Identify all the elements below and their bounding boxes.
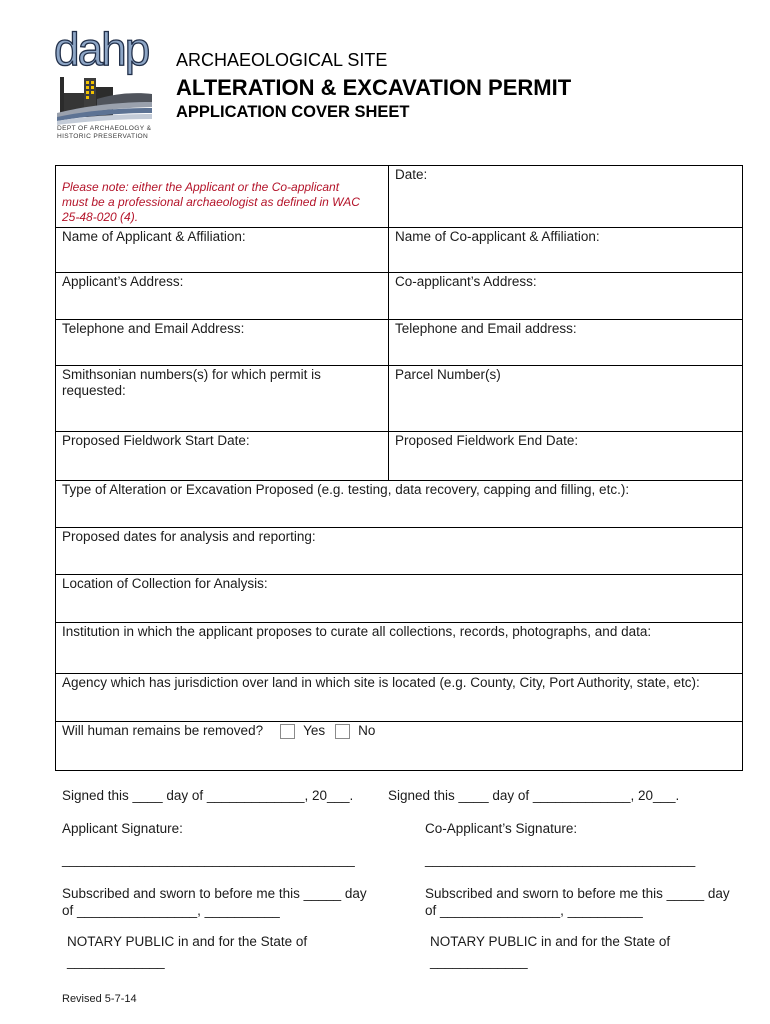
coapplicant-signature-line[interactable]: ____________________________________ (425, 852, 696, 867)
coapplicant-contact-label: Telephone and Email address: (395, 321, 577, 336)
fieldwork-end-date-label: Proposed Fieldwork End Date: (395, 433, 579, 448)
field-fieldwork-start-date[interactable] (56, 432, 389, 480)
form-row-jurisdiction-agency (56, 674, 742, 722)
field-applicant-address[interactable] (56, 273, 389, 319)
field-curation-institution[interactable] (56, 623, 742, 673)
note-line: must be a professional archaeologist as defined in WAC (62, 195, 360, 209)
field-collection-location[interactable] (56, 575, 742, 622)
logo-skyline-graphic (57, 75, 152, 125)
applicant-signed-date-line[interactable]: Signed this ____ day of _____________, 20___. (62, 788, 354, 803)
field-date[interactable] (389, 166, 742, 227)
coapplicant-signature-label: Co-Applicant’s Signature: (425, 821, 578, 836)
coapplicant-notary-state-line[interactable]: _____________ (430, 954, 528, 969)
field-jurisdiction-agency[interactable] (56, 674, 742, 721)
field-fieldwork-end-date[interactable] (389, 432, 742, 480)
form-row-collection-location (56, 575, 742, 623)
analysis-dates-label: Proposed dates for analysis and reporting: (62, 529, 316, 544)
coapplicant-signed-date-line[interactable]: Signed this ____ day of _____________, 20___. (388, 788, 680, 803)
note-line: 25-48-020 (4). (62, 210, 139, 224)
page-title-line2: ALTERATION & EXCAVATION PERMIT (176, 75, 572, 100)
human-remains-yes-label: Yes (303, 723, 326, 738)
field-coapplicant-contact[interactable] (389, 320, 742, 365)
field-applicant-name[interactable] (56, 228, 389, 272)
logo-org-name-line1: DEPT OF ARCHAEOLOGY & (57, 125, 152, 132)
human-remains-question-group (62, 723, 736, 739)
sworn-line[interactable]: of ________________, __________ (425, 903, 643, 918)
date-label: Date: (395, 167, 428, 182)
smithsonian-numbers-label: Smithsonian numbers(s) for which permit is requested: (62, 367, 321, 398)
form-row-curation-institution (56, 623, 742, 674)
fieldwork-start-date-label: Proposed Fieldwork Start Date: (62, 433, 250, 448)
page-title-line1: ARCHAEOLOGICAL SITE (176, 50, 388, 70)
applicant-name-label: Name of Applicant & Affiliation: (62, 229, 246, 244)
field-analysis-dates[interactable] (56, 528, 742, 574)
coapplicant-sworn-statement (425, 885, 730, 919)
sworn-line: Subscribed and sworn to before me this _____ day (425, 886, 730, 901)
sworn-line: Subscribed and sworn to before me this _____ day (62, 886, 367, 901)
application-form-table (55, 165, 743, 771)
alteration-type-label: Type of Alteration or Excavation Proposed (e.g. testing, data recovery, capping and filling, etc.): (62, 482, 630, 497)
form-row-contacts (56, 320, 742, 366)
form-row-human-remains (56, 722, 742, 770)
field-coapplicant-name[interactable] (389, 228, 742, 272)
form-row-note-date (56, 166, 742, 228)
field-parcel-numbers[interactable] (389, 366, 742, 431)
logo-org-name-line2: HISTORIC PRESERVATION (57, 133, 149, 140)
form-row-names (56, 228, 742, 273)
dahp-logo-wordmark: dahp (54, 23, 149, 75)
revision-date: Revised 5-7-14 (62, 993, 137, 1005)
field-applicant-contact[interactable] (56, 320, 389, 365)
collection-location-label: Location of Collection for Analysis: (62, 576, 268, 591)
form-row-analysis-dates (56, 528, 742, 575)
human-remains-cell (56, 722, 742, 770)
coapplicant-address-label: Co-applicant’s Address: (395, 274, 537, 289)
form-row-fieldwork-dates (56, 432, 742, 481)
coapplicant-notary-label: NOTARY PUBLIC in and for the State of (430, 934, 671, 949)
human-remains-no-checkbox[interactable] (335, 724, 350, 739)
page-subtitle: APPLICATION COVER SHEET (176, 103, 410, 121)
form-row-addresses (56, 273, 742, 320)
form-row-alteration-type (56, 481, 742, 528)
applicant-signature-line[interactable]: _______________________________________ (62, 852, 355, 867)
applicant-contact-label: Telephone and Email Address: (62, 321, 245, 336)
curation-institution-label: Institution in which the applicant proposes to curate all collections, records, photographs, and data: (62, 624, 652, 639)
note-cell (56, 166, 389, 227)
applicant-sworn-statement (62, 885, 367, 919)
human-remains-question: Will human remains be removed? (62, 723, 264, 738)
human-remains-yes-checkbox[interactable] (280, 724, 295, 739)
parcel-numbers-label: Parcel Number(s) (395, 367, 501, 382)
applicant-address-label: Applicant’s Address: (62, 274, 184, 289)
professional-archaeologist-note (62, 167, 382, 225)
field-alteration-type[interactable] (56, 481, 742, 527)
field-smithsonian-numbers[interactable] (56, 366, 389, 431)
field-coapplicant-address[interactable] (389, 273, 742, 319)
sworn-line[interactable]: of ________________, __________ (62, 903, 280, 918)
applicant-signature-label: Applicant Signature: (62, 821, 183, 836)
coapplicant-name-label: Name of Co-applicant & Affiliation: (395, 229, 600, 244)
note-line: Please note: either the Applicant or the Co-applicant (62, 180, 340, 194)
human-remains-no-label: No (358, 723, 376, 738)
form-row-numbers (56, 366, 742, 432)
applicant-notary-label: NOTARY PUBLIC in and for the State of (67, 934, 308, 949)
applicant-notary-state-line[interactable]: _____________ (67, 954, 165, 969)
jurisdiction-agency-label: Agency which has jurisdiction over land in which site is located (e.g. County, City, Port Authority, state, etc): (62, 675, 700, 690)
